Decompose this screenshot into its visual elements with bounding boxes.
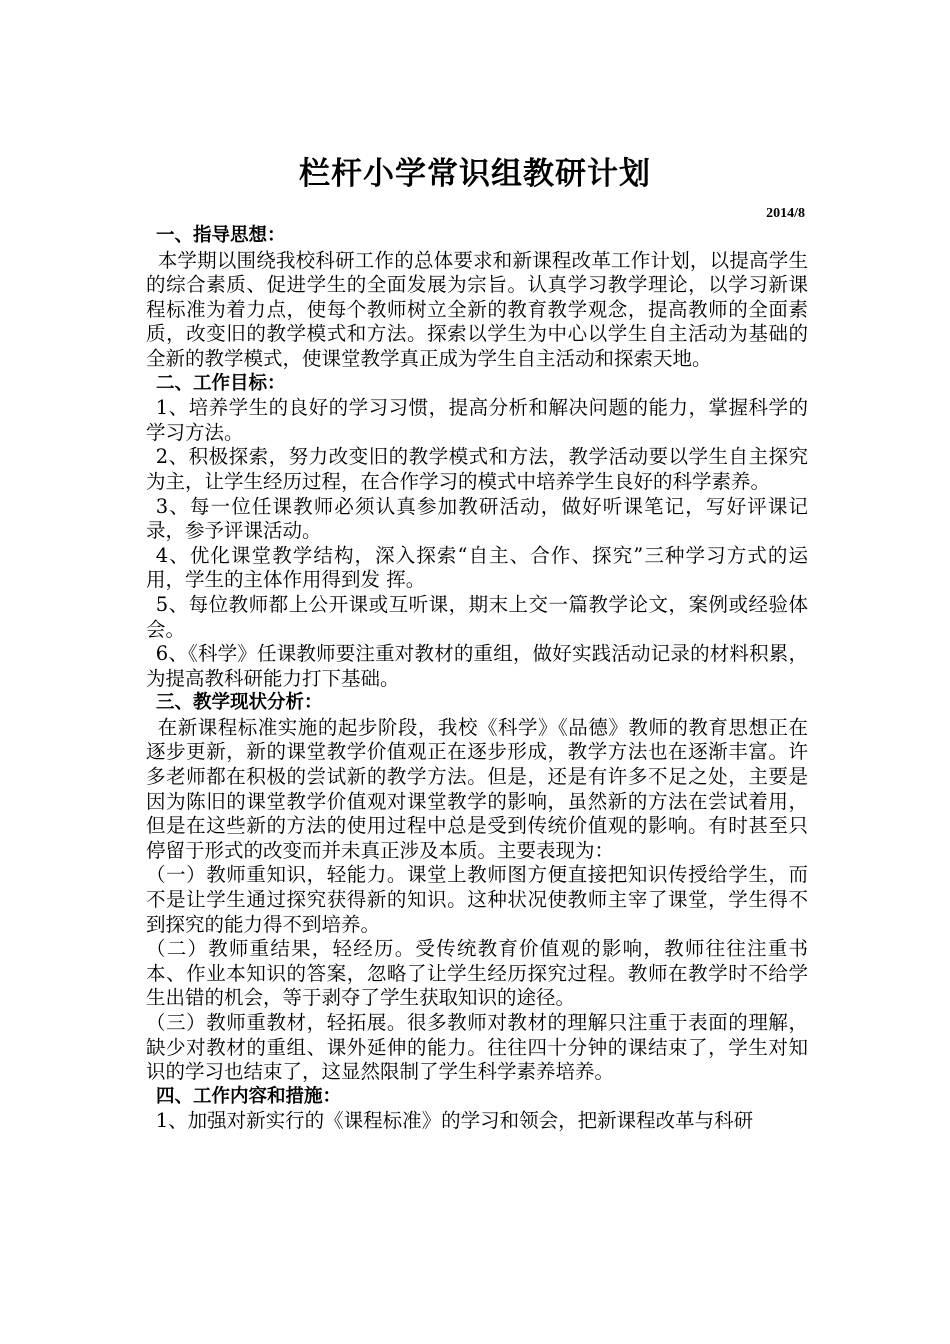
measure-item: 1、加强对新实行的《课程标准》的学习和领会，把新课程改革与科研 xyxy=(155,1109,754,1133)
goal-item: 6、《科学》任课教师要注重对教材的重组，做好实践活动记录的材料积累，为提高教科研能力打下基础。 xyxy=(146,642,808,690)
section-heading: 一、指导思想： xyxy=(156,225,286,246)
section-teaching-status xyxy=(146,691,808,1085)
section-heading: 四、工作内容和措施： xyxy=(156,1085,342,1107)
paragraph: 在新课程标准实施的起步阶段，我校《科学》《品德》教师的教育思想正在逐步更新，新的课堂教学价值观正在逐步形成，教学方法也在逐渐丰富。许多老师都在积极的尝试新的教学方法。但是，还是有许多不足之处，主要是因为陈旧的课堂教学价值观对课堂教学的影响，虽然新的方法在尝试着用，但是在这些新的方法的使用过程中总是受到传统价值观的影响。有时甚至只停留于形式的改变而并未真正涉及本质。主要表现为： xyxy=(146,715,808,862)
goal-item: 5、每位教师都上公开课或互听课，期末上交一篇教学论文，案例或经验体会。 xyxy=(146,592,808,641)
status-item: （二）教师重结果，轻经历。受传统教育价值观的影响，教师往往注重书本、作业本知识的答案，忽略了让学生经历探究过程。教师在教学时不给学生出错的机会，等于剥夺了学生获取知识的途径。 xyxy=(146,937,808,1010)
paragraph: 本学期以围绕我校科研工作的总体要求和新课程改革工作计划，以提高学生的综合素质、促进学生的全面发展为宗旨。认真学习教学理论，以学习新课程标准为着力点，使每个教师树立全新的教育教学观念，提高教师的全面素质，改变旧的教学模式和方法。探索以学生为中心以学生自主活动为基础的全新的教学模式，使课堂教学真正成为学生自主活动和探索天地。 xyxy=(146,248,808,370)
section-heading: 三、教学现状分析： xyxy=(156,692,323,714)
document-date: 2014/8 xyxy=(766,206,805,221)
section-work-content xyxy=(146,1085,808,1134)
goal-item: 2、积极探索，努力改变旧的教学模式和方法，教学活动要以学生自主探究为主，让学生经历过程，在合作学习的模式中培养学生良好的科学素养。 xyxy=(146,445,808,493)
goal-item: 3、每一位任课教师必须认真参加教研活动，做好听课笔记，写好评课记录，参予评课活动。 xyxy=(146,494,808,543)
goal-item: 1、培养学生的良好的学习习惯，提高分析和解决问题的能力，掌握科学的学习方法。 xyxy=(146,396,808,444)
section-heading: 二、工作目标： xyxy=(156,372,286,394)
section-work-goals xyxy=(146,372,808,692)
section-guiding-ideology xyxy=(146,224,808,372)
status-item: （三）教师重教材，轻拓展。很多教师对教材的理解只注重于表面的理解，缺少对教材的重组、课外延伸的能力。往往四十分钟的课结束了，学生对知识的学习也结束了，这显然限制了学生科学素养培养。 xyxy=(146,1011,808,1084)
goal-item: 4、优化课堂教学结构，深入探索“自主、合作、探究”三种学习方式的运用，学生的主体作用得到发 挥。 xyxy=(146,543,808,592)
status-item: （一）教师重知识，轻能力。课堂上教师图方便直接把知识传授给学生，而不是让学生通过探究获得新的知识。这种状况使教师主宰了课堂，学生得不到探究的能力得不到培养。 xyxy=(146,863,808,936)
document-title: 栏杆小学常识组教研计划 xyxy=(299,156,651,192)
document-body xyxy=(146,224,808,1134)
